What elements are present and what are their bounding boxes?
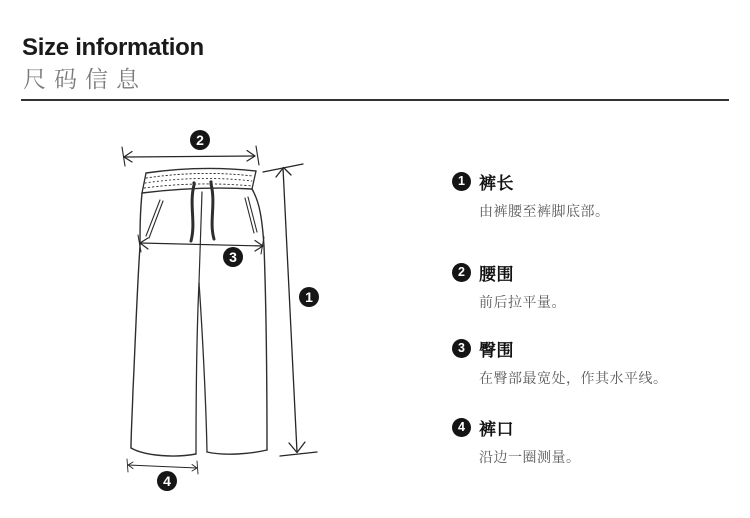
hip-badge-number: 3 [229,249,237,265]
hip-measure-badge [223,247,243,267]
legend-description: 由裤腰至裤脚底部。 [479,203,610,219]
legend-item-length [452,169,610,221]
drawstring [191,180,214,241]
legend-description: 沿边一圈测量。 [479,449,581,465]
pants-measurement-diagram [80,120,340,510]
waistband [142,168,256,193]
pants-outline [131,189,267,456]
length-measure-badge [299,287,319,307]
legend-title: 腰围 [479,265,514,284]
length-measure-arrow [263,164,317,456]
waist-measure-badge [190,130,210,150]
hem-measure-arrow [127,459,198,474]
page-title-chinese: 尺码信息 [23,66,147,92]
hem-measure-badge [157,471,177,491]
header-divider [21,99,729,101]
length-badge-number: 1 [305,289,313,305]
legend-number-badge: 4 [452,418,471,437]
legend-title: 裤长 [479,174,514,193]
legend-title: 臀围 [479,341,514,360]
legend-number-badge: 2 [452,263,471,282]
waist-measure-arrow [122,146,259,166]
legend-item-waist [452,260,566,312]
legend-item-hem [452,415,581,467]
legend-title: 裤口 [479,420,514,439]
legend-item-hip [452,336,668,388]
page-title-english: Size information [22,34,204,61]
legend-number-badge: 3 [452,339,471,358]
legend-description: 在臀部最宽处，作其水平线。 [479,370,668,386]
waist-badge-number: 2 [196,132,204,148]
legend-description: 前后拉平量。 [479,294,566,310]
legend-number-badge: 1 [452,172,471,191]
hem-badge-number: 4 [163,473,171,489]
